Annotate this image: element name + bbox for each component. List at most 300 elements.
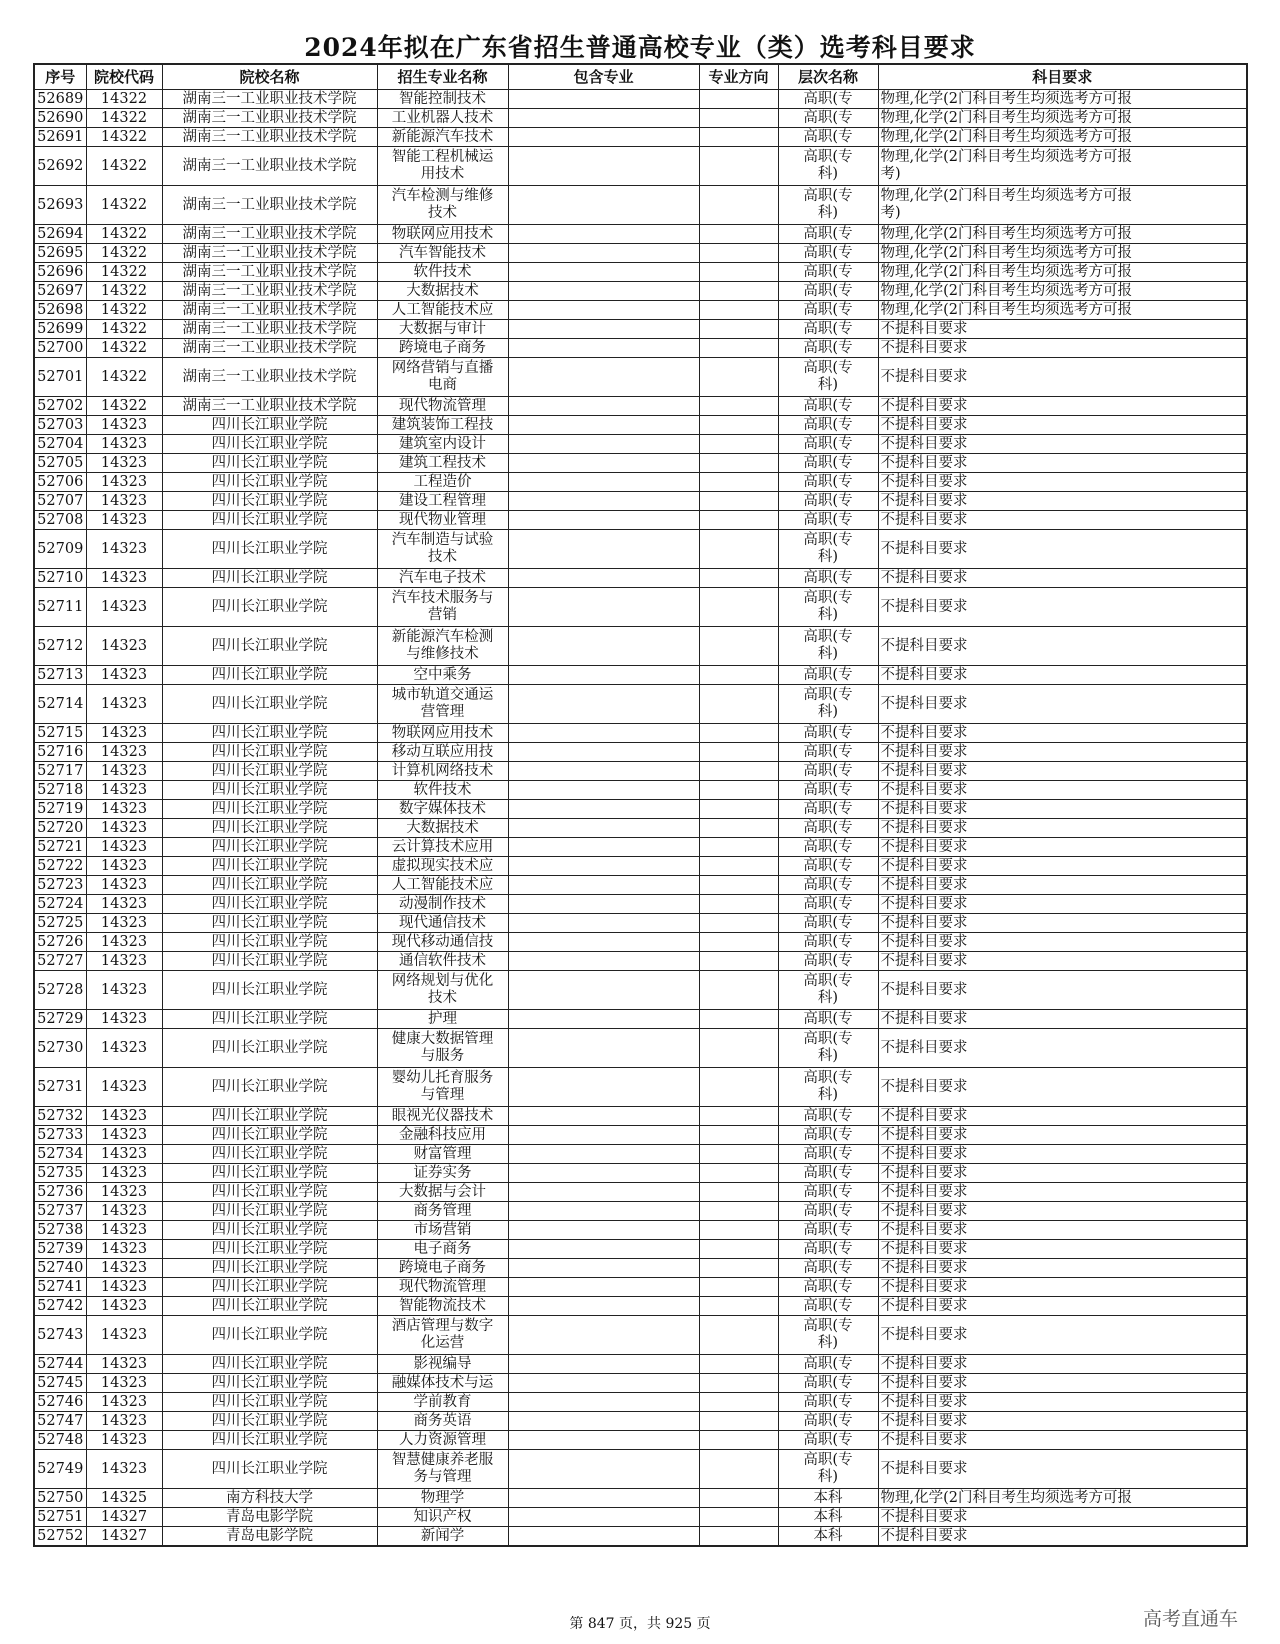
major-direction-cell (699, 397, 778, 416)
table-row (34, 1412, 1247, 1431)
school-code-cell: 14323 (86, 1412, 162, 1431)
school-name-cell: 四川长江职业学院 (162, 971, 377, 1010)
included-majors-cell (508, 1010, 699, 1029)
major-direction-cell (699, 895, 778, 914)
school-code-cell: 14323 (86, 1355, 162, 1374)
major-direction-cell (699, 1240, 778, 1259)
serial-cell: 52726 (34, 933, 86, 952)
school-code-cell: 14323 (86, 511, 162, 530)
major-name-cell: 移动互联应用技 (377, 743, 508, 762)
table-row (34, 762, 1247, 781)
major-name-cell: 新能源汽车检测 与维修技术 (377, 627, 508, 666)
major-direction-cell (699, 1068, 778, 1107)
included-majors-cell (508, 225, 699, 244)
subject-requirement-cell: 物理,化学(2门科目考生均须选考方可报 考) (878, 147, 1247, 186)
table-row (34, 263, 1247, 282)
included-majors-cell (508, 1527, 699, 1547)
major-direction-cell (699, 743, 778, 762)
level-cell: 高职(专 (778, 263, 878, 282)
included-majors-cell (508, 627, 699, 666)
level-cell: 高职(专 科) (778, 971, 878, 1010)
serial-cell: 52736 (34, 1183, 86, 1202)
table-row (34, 530, 1247, 569)
major-direction-cell (699, 1316, 778, 1355)
major-name-cell: 智能工程机械运 用技术 (377, 147, 508, 186)
subject-requirement-cell: 物理,化学(2门科目考生均须选考方可报 (878, 90, 1247, 109)
level-cell: 高职(专 (778, 320, 878, 339)
major-direction-cell (699, 1259, 778, 1278)
school-code-cell: 14323 (86, 1259, 162, 1278)
school-code-cell: 14323 (86, 876, 162, 895)
included-majors-cell (508, 109, 699, 128)
school-name-cell: 湖南三一工业职业技术学院 (162, 301, 377, 320)
serial-cell: 52699 (34, 320, 86, 339)
school-code-cell: 14323 (86, 1164, 162, 1183)
major-direction-cell (699, 933, 778, 952)
subject-requirement-cell: 不提科目要求 (878, 1202, 1247, 1221)
level-cell: 高职(专 (778, 781, 878, 800)
table-row (34, 588, 1247, 627)
level-cell: 高职(专 (778, 1164, 878, 1183)
subject-requirement-cell: 不提科目要求 (878, 857, 1247, 876)
school-code-cell: 14323 (86, 1316, 162, 1355)
serial-cell: 52704 (34, 435, 86, 454)
subject-requirement-cell: 不提科目要求 (878, 1107, 1247, 1126)
level-cell: 高职(专 (778, 857, 878, 876)
table-row (34, 128, 1247, 147)
school-code-cell: 14323 (86, 685, 162, 724)
school-code-cell: 14323 (86, 1278, 162, 1297)
school-name-cell: 湖南三一工业职业技术学院 (162, 186, 377, 225)
table-row (34, 1126, 1247, 1145)
major-direction-cell (699, 1221, 778, 1240)
major-name-cell: 网络规划与优化 技术 (377, 971, 508, 1010)
major-name-cell: 建筑工程技术 (377, 454, 508, 473)
school-code-cell: 14323 (86, 1126, 162, 1145)
major-direction-cell (699, 1297, 778, 1316)
major-direction-cell (699, 1489, 778, 1508)
school-code-cell: 14323 (86, 895, 162, 914)
level-cell: 高职(专 (778, 282, 878, 301)
school-name-cell: 四川长江职业学院 (162, 800, 377, 819)
table-row (34, 800, 1247, 819)
level-cell: 本科 (778, 1489, 878, 1508)
level-cell: 高职(专 (778, 1278, 878, 1297)
serial-cell: 52698 (34, 301, 86, 320)
major-name-cell: 网络营销与直播 电商 (377, 358, 508, 397)
included-majors-cell (508, 358, 699, 397)
serial-cell: 52690 (34, 109, 86, 128)
school-name-cell: 四川长江职业学院 (162, 1393, 377, 1412)
serial-cell: 52732 (34, 1107, 86, 1126)
table-row (34, 320, 1247, 339)
table-row (34, 952, 1247, 971)
school-code-cell: 14322 (86, 90, 162, 109)
major-direction-cell (699, 1355, 778, 1374)
school-name-cell: 四川长江职业学院 (162, 1240, 377, 1259)
school-code-cell: 14322 (86, 301, 162, 320)
subject-requirement-cell: 不提科目要求 (878, 416, 1247, 435)
table-row (34, 1355, 1247, 1374)
school-name-cell: 四川长江职业学院 (162, 1316, 377, 1355)
major-name-cell: 眼视光仪器技术 (377, 1107, 508, 1126)
serial-cell: 52722 (34, 857, 86, 876)
subject-requirement-cell: 不提科目要求 (878, 1278, 1247, 1297)
school-code-cell: 14322 (86, 147, 162, 186)
subject-requirement-cell: 不提科目要求 (878, 492, 1247, 511)
major-direction-cell (699, 838, 778, 857)
major-name-cell: 动漫制作技术 (377, 895, 508, 914)
serial-cell: 52691 (34, 128, 86, 147)
school-code-cell: 14322 (86, 225, 162, 244)
school-code-cell: 14323 (86, 492, 162, 511)
major-direction-cell (699, 320, 778, 339)
school-code-cell: 14322 (86, 358, 162, 397)
school-code-cell: 14323 (86, 1107, 162, 1126)
table-row (34, 857, 1247, 876)
table-row (34, 1221, 1247, 1240)
table-row (34, 819, 1247, 838)
level-cell: 高职(专 (778, 1221, 878, 1240)
school-name-cell: 四川长江职业学院 (162, 1202, 377, 1221)
major-direction-cell (699, 762, 778, 781)
major-direction-cell (699, 800, 778, 819)
table-row (34, 971, 1247, 1010)
school-name-cell: 四川长江职业学院 (162, 435, 377, 454)
school-code-cell: 14323 (86, 743, 162, 762)
subject-requirement-cell: 不提科目要求 (878, 1010, 1247, 1029)
included-majors-cell (508, 416, 699, 435)
level-cell: 高职(专 (778, 952, 878, 971)
subject-requirement-cell: 不提科目要求 (878, 1145, 1247, 1164)
major-direction-cell (699, 857, 778, 876)
included-majors-cell (508, 819, 699, 838)
major-name-cell: 工程造价 (377, 473, 508, 492)
serial-cell: 52751 (34, 1508, 86, 1527)
school-name-cell: 四川长江职业学院 (162, 1412, 377, 1431)
school-code-cell: 14323 (86, 933, 162, 952)
subject-requirement-cell: 不提科目要求 (878, 762, 1247, 781)
school-code-cell: 14323 (86, 781, 162, 800)
level-cell: 高职(专 科) (778, 358, 878, 397)
serial-cell: 52706 (34, 473, 86, 492)
included-majors-cell (508, 569, 699, 588)
school-name-cell: 四川长江职业学院 (162, 666, 377, 685)
subject-requirement-cell: 不提科目要求 (878, 454, 1247, 473)
subject-requirement-cell: 不提科目要求 (878, 530, 1247, 569)
major-name-cell: 跨境电子商务 (377, 1259, 508, 1278)
serial-cell: 52710 (34, 569, 86, 588)
table-row (34, 454, 1247, 473)
included-majors-cell (508, 128, 699, 147)
level-cell: 高职(专 (778, 1126, 878, 1145)
table-row (34, 666, 1247, 685)
included-majors-cell (508, 1355, 699, 1374)
subject-requirement-cell: 不提科目要求 (878, 743, 1247, 762)
level-cell: 高职(专 (778, 1412, 878, 1431)
subject-requirement-cell: 不提科目要求 (878, 588, 1247, 627)
major-name-cell: 人力资源管理 (377, 1431, 508, 1450)
subject-requirement-cell: 不提科目要求 (878, 1183, 1247, 1202)
major-direction-cell (699, 128, 778, 147)
school-code-cell: 14323 (86, 800, 162, 819)
subject-requirement-cell: 不提科目要求 (878, 819, 1247, 838)
school-name-cell: 湖南三一工业职业技术学院 (162, 397, 377, 416)
table-row (34, 90, 1247, 109)
school-code-cell: 14323 (86, 1010, 162, 1029)
included-majors-cell (508, 1029, 699, 1068)
major-name-cell: 云计算技术应用 (377, 838, 508, 857)
subject-requirement-cell: 不提科目要求 (878, 1126, 1247, 1145)
major-direction-cell (699, 781, 778, 800)
subject-requirement-cell: 物理,化学(2门科目考生均须选考方可报 (878, 244, 1247, 263)
school-name-cell: 四川长江职业学院 (162, 1068, 377, 1107)
table-row (34, 301, 1247, 320)
table-row (34, 1029, 1247, 1068)
major-direction-cell (699, 1527, 778, 1547)
column-header: 序号 (34, 64, 86, 90)
serial-cell: 52740 (34, 1259, 86, 1278)
included-majors-cell (508, 1297, 699, 1316)
school-code-cell: 14323 (86, 914, 162, 933)
included-majors-cell (508, 1489, 699, 1508)
major-direction-cell (699, 244, 778, 263)
included-majors-cell (508, 511, 699, 530)
requirements-table (33, 63, 1248, 1547)
major-name-cell: 新能源汽车技术 (377, 128, 508, 147)
serial-cell: 52703 (34, 416, 86, 435)
included-majors-cell (508, 781, 699, 800)
subject-requirement-cell: 不提科目要求 (878, 473, 1247, 492)
serial-cell: 52728 (34, 971, 86, 1010)
school-name-cell: 四川长江职业学院 (162, 1029, 377, 1068)
table-row (34, 1183, 1247, 1202)
level-cell: 高职(专 (778, 819, 878, 838)
school-code-cell: 14322 (86, 109, 162, 128)
school-code-cell: 14323 (86, 1374, 162, 1393)
major-direction-cell (699, 1431, 778, 1450)
included-majors-cell (508, 435, 699, 454)
level-cell: 高职(专 科) (778, 627, 878, 666)
major-name-cell: 汽车电子技术 (377, 569, 508, 588)
major-name-cell: 新闻学 (377, 1527, 508, 1547)
included-majors-cell (508, 1450, 699, 1489)
school-name-cell: 四川长江职业学院 (162, 914, 377, 933)
level-cell: 高职(专 科) (778, 1068, 878, 1107)
subject-requirement-cell: 物理,化学(2门科目考生均须选考方可报 (878, 128, 1247, 147)
school-name-cell: 湖南三一工业职业技术学院 (162, 320, 377, 339)
school-name-cell: 四川长江职业学院 (162, 416, 377, 435)
included-majors-cell (508, 320, 699, 339)
major-name-cell: 大数据技术 (377, 819, 508, 838)
major-direction-cell (699, 971, 778, 1010)
level-cell: 高职(专 (778, 876, 878, 895)
major-name-cell: 物联网应用技术 (377, 225, 508, 244)
included-majors-cell (508, 397, 699, 416)
major-direction-cell (699, 1202, 778, 1221)
school-name-cell: 四川长江职业学院 (162, 952, 377, 971)
table-row (34, 569, 1247, 588)
subject-requirement-cell: 不提科目要求 (878, 876, 1247, 895)
level-cell: 高职(专 (778, 109, 878, 128)
table-row (34, 109, 1247, 128)
serial-cell: 52719 (34, 800, 86, 819)
school-name-cell: 湖南三一工业职业技术学院 (162, 282, 377, 301)
major-direction-cell (699, 90, 778, 109)
level-cell: 高职(专 科) (778, 530, 878, 569)
subject-requirement-cell: 不提科目要求 (878, 1412, 1247, 1431)
school-code-cell: 14327 (86, 1527, 162, 1547)
major-direction-cell (699, 1393, 778, 1412)
school-code-cell: 14323 (86, 1297, 162, 1316)
school-code-cell: 14323 (86, 819, 162, 838)
major-direction-cell (699, 1107, 778, 1126)
school-code-cell: 14322 (86, 339, 162, 358)
level-cell: 高职(专 (778, 762, 878, 781)
level-cell: 高职(专 (778, 895, 878, 914)
included-majors-cell (508, 1508, 699, 1527)
subject-requirement-cell: 不提科目要求 (878, 971, 1247, 1010)
major-name-cell: 软件技术 (377, 781, 508, 800)
major-name-cell: 融媒体技术与运 (377, 1374, 508, 1393)
school-name-cell: 四川长江职业学院 (162, 724, 377, 743)
level-cell: 高职(专 (778, 1431, 878, 1450)
subject-requirement-cell: 不提科目要求 (878, 1221, 1247, 1240)
major-direction-cell (699, 1010, 778, 1029)
level-cell: 高职(专 (778, 301, 878, 320)
subject-requirement-cell: 物理,化学(2门科目考生均须选考方可报 (878, 282, 1247, 301)
subject-requirement-cell: 物理,化学(2门科目考生均须选考方可报 (878, 225, 1247, 244)
included-majors-cell (508, 1374, 699, 1393)
table-row (34, 282, 1247, 301)
subject-requirement-cell: 不提科目要求 (878, 511, 1247, 530)
subject-requirement-cell: 不提科目要求 (878, 1450, 1247, 1489)
level-cell: 高职(专 (778, 244, 878, 263)
school-name-cell: 湖南三一工业职业技术学院 (162, 225, 377, 244)
included-majors-cell (508, 1316, 699, 1355)
major-direction-cell (699, 914, 778, 933)
major-direction-cell (699, 147, 778, 186)
included-majors-cell (508, 244, 699, 263)
major-name-cell: 现代通信技术 (377, 914, 508, 933)
level-cell: 高职(专 科) (778, 1316, 878, 1355)
level-cell: 高职(专 科) (778, 685, 878, 724)
major-name-cell: 大数据与审计 (377, 320, 508, 339)
table-row (34, 1508, 1247, 1527)
level-cell: 高职(专 (778, 838, 878, 857)
included-majors-cell (508, 1126, 699, 1145)
subject-requirement-cell: 不提科目要求 (878, 1297, 1247, 1316)
subject-requirement-cell: 不提科目要求 (878, 781, 1247, 800)
included-majors-cell (508, 186, 699, 225)
included-majors-cell (508, 666, 699, 685)
school-name-cell: 四川长江职业学院 (162, 1164, 377, 1183)
serial-cell: 52693 (34, 186, 86, 225)
major-name-cell: 跨境电子商务 (377, 339, 508, 358)
subject-requirement-cell: 物理,化学(2门科目考生均须选考方可报 考) (878, 186, 1247, 225)
serial-cell: 52707 (34, 492, 86, 511)
serial-cell: 52723 (34, 876, 86, 895)
level-cell: 高职(专 (778, 914, 878, 933)
included-majors-cell (508, 952, 699, 971)
school-code-cell: 14323 (86, 1183, 162, 1202)
serial-cell: 52750 (34, 1489, 86, 1508)
school-code-cell: 14323 (86, 1068, 162, 1107)
level-cell: 高职(专 (778, 473, 878, 492)
serial-cell: 52716 (34, 743, 86, 762)
school-name-cell: 四川长江职业学院 (162, 1450, 377, 1489)
school-code-cell: 14322 (86, 263, 162, 282)
school-code-cell: 14323 (86, 473, 162, 492)
school-name-cell: 四川长江职业学院 (162, 1107, 377, 1126)
level-cell: 高职(专 (778, 724, 878, 743)
subject-requirement-cell: 物理,化学(2门科目考生均须选考方可报 (878, 301, 1247, 320)
level-cell: 高职(专 科) (778, 1450, 878, 1489)
school-name-cell: 湖南三一工业职业技术学院 (162, 109, 377, 128)
school-name-cell: 四川长江职业学院 (162, 1183, 377, 1202)
major-name-cell: 建筑室内设计 (377, 435, 508, 454)
table-row (34, 627, 1247, 666)
school-code-cell: 14323 (86, 1240, 162, 1259)
major-direction-cell (699, 819, 778, 838)
subject-requirement-cell: 不提科目要求 (878, 339, 1247, 358)
included-majors-cell (508, 1202, 699, 1221)
school-code-cell: 14323 (86, 1393, 162, 1412)
subject-requirement-cell: 不提科目要求 (878, 1393, 1247, 1412)
major-direction-cell (699, 339, 778, 358)
subject-requirement-cell: 不提科目要求 (878, 838, 1247, 857)
major-direction-cell (699, 492, 778, 511)
major-name-cell: 婴幼儿托育服务 与管理 (377, 1068, 508, 1107)
school-code-cell: 14323 (86, 569, 162, 588)
major-name-cell: 人工智能技术应 (377, 301, 508, 320)
table-row (34, 473, 1247, 492)
school-code-cell: 14323 (86, 530, 162, 569)
table-row (34, 1278, 1247, 1297)
subject-requirement-cell: 不提科目要求 (878, 320, 1247, 339)
major-name-cell: 金融科技应用 (377, 1126, 508, 1145)
major-name-cell: 现代移动通信技 (377, 933, 508, 952)
major-name-cell: 知识产权 (377, 1508, 508, 1527)
included-majors-cell (508, 743, 699, 762)
major-name-cell: 现代物流管理 (377, 397, 508, 416)
table-row (34, 1431, 1247, 1450)
serial-cell: 52727 (34, 952, 86, 971)
subject-requirement-cell: 不提科目要求 (878, 1240, 1247, 1259)
major-name-cell: 汽车检测与维修 技术 (377, 186, 508, 225)
major-direction-cell (699, 1508, 778, 1527)
school-code-cell: 14323 (86, 1145, 162, 1164)
school-name-cell: 四川长江职业学院 (162, 857, 377, 876)
school-code-cell: 14322 (86, 128, 162, 147)
major-name-cell: 市场营销 (377, 1221, 508, 1240)
major-direction-cell (699, 109, 778, 128)
subject-requirement-cell: 不提科目要求 (878, 1316, 1247, 1355)
serial-cell: 52717 (34, 762, 86, 781)
table-row (34, 1489, 1247, 1508)
level-cell: 高职(专 科) (778, 147, 878, 186)
school-code-cell: 14323 (86, 971, 162, 1010)
serial-cell: 52748 (34, 1431, 86, 1450)
major-name-cell: 证券实务 (377, 1164, 508, 1183)
major-name-cell: 汽车智能技术 (377, 244, 508, 263)
included-majors-cell (508, 895, 699, 914)
school-name-cell: 湖南三一工业职业技术学院 (162, 263, 377, 282)
subject-requirement-cell: 不提科目要求 (878, 1374, 1247, 1393)
major-direction-cell (699, 1412, 778, 1431)
major-name-cell: 影视编导 (377, 1355, 508, 1374)
school-code-cell: 14325 (86, 1489, 162, 1508)
